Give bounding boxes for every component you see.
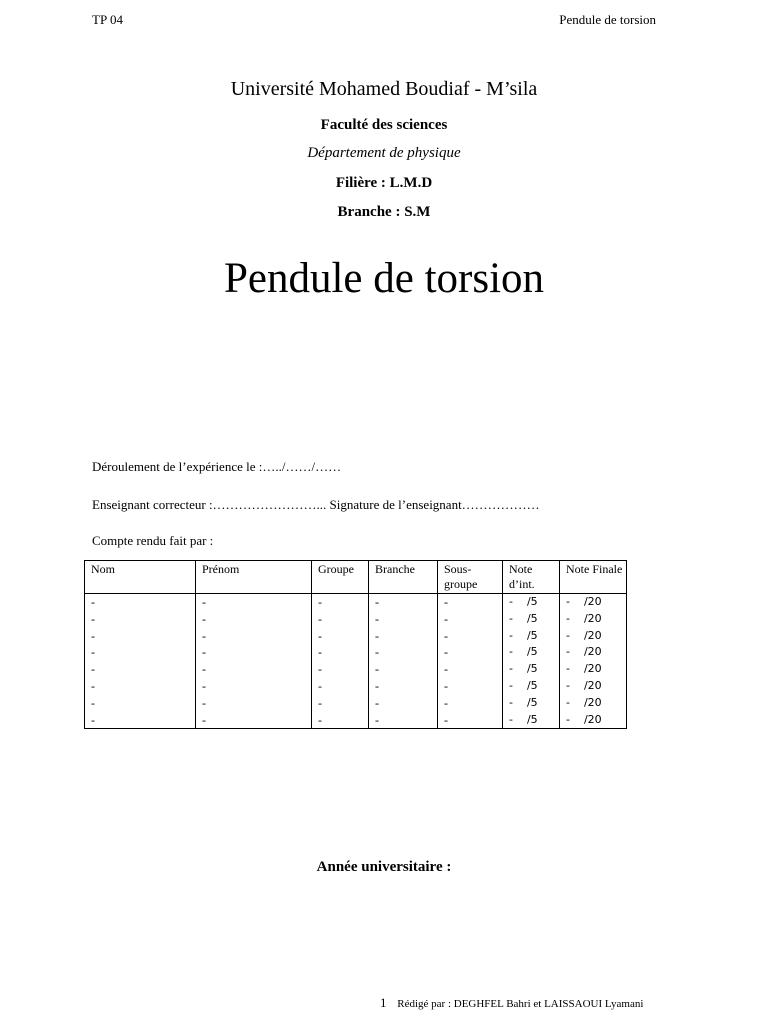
table-cell: - /5 [503,611,560,628]
table-cell: - /5 [503,594,560,611]
table-cell: - [438,661,503,678]
table-row [85,628,627,645]
table-cell: - [196,594,312,611]
table-cell: - [438,712,503,729]
table-header-row [85,561,627,594]
table-cell: - [369,594,438,611]
teacher-signature-line: Enseignant correcteur :……………………... Signature de l’enseignant……………… [92,497,540,512]
table-cell: - /5 [503,712,560,729]
table-cell: - [438,628,503,645]
experiment-date-line: Déroulement de l’expérience le :…../……/…… [92,459,342,474]
table-row [85,644,627,661]
table-cell: - [369,695,438,712]
table-cell: - [438,644,503,661]
table-cell: - [85,628,196,645]
footer-author: Rédigé par : DEGHFEL Bahri et LAISSAOUI Lyamani [397,998,644,1010]
university-name: Université Mohamed Boudiaf - M’sila [230,78,538,100]
table-cell: - /20 [560,678,627,695]
faculty-name: Faculté des sciences [320,117,448,133]
table-cell: - /20 [560,661,627,678]
filiere-line: Filière : L.M.D [335,175,433,191]
footer [380,995,643,1011]
table-cell: - [85,712,196,729]
branche-line: Branche : S.M [337,204,431,220]
table-cell: - [312,611,369,628]
report-by-line: Compte rendu fait par : [92,533,214,548]
table-cell: - [196,628,312,645]
table-row [85,661,627,678]
column-header-sous-groupe: Sous-groupe [438,561,503,594]
table-cell: - [369,661,438,678]
table-row [85,712,627,729]
header-right: Pendule de torsion [559,12,656,27]
table-cell: - /20 [560,644,627,661]
table-cell: - [312,628,369,645]
header-left: TP 04 [92,12,123,27]
table-cell: - /5 [503,644,560,661]
table-row [85,695,627,712]
table-cell: - [312,695,369,712]
table-cell: - [438,611,503,628]
page-number: 1 [380,995,387,1010]
column-header-nom: Nom [85,561,196,594]
table-cell: - [85,661,196,678]
column-header-prenom: Prénom [196,561,312,594]
column-header-note-finale: Note Finale [560,561,627,594]
table-cell: - /5 [503,661,560,678]
document-title: Pendule de torsion [223,255,545,302]
table-cell: - [312,712,369,729]
table-cell: - /20 [560,695,627,712]
table-cell: - [196,644,312,661]
table-row [85,594,627,611]
column-header-groupe: Groupe [312,561,369,594]
table-cell: - [312,644,369,661]
table-row [85,678,627,695]
column-header-note-int: Note d’int. [503,561,560,594]
table-cell: - [438,678,503,695]
table-cell: - /5 [503,695,560,712]
table-cell: - [369,628,438,645]
table-cell: - /20 [560,712,627,729]
table-cell: - [369,644,438,661]
students-table [84,560,627,729]
table-cell: - [85,678,196,695]
table-cell: - [85,611,196,628]
table-cell: - [369,712,438,729]
table-cell: - /20 [560,594,627,611]
table-cell: - [369,678,438,695]
table-cell: - /20 [560,628,627,645]
table-cell: - /5 [503,628,560,645]
table-cell: - [196,678,312,695]
table-cell: - [312,678,369,695]
table-cell: - [312,661,369,678]
table-cell: - [438,594,503,611]
table-cell: - [369,611,438,628]
column-header-branche: Branche [369,561,438,594]
table-cell: - [85,695,196,712]
table-cell: - /5 [503,678,560,695]
table-cell: - [196,661,312,678]
table-cell: - [85,644,196,661]
academic-year-label: Année universitaire : [316,859,452,875]
table-cell: - [312,594,369,611]
table-cell: - /20 [560,611,627,628]
table-row [85,611,627,628]
table-cell: - [196,712,312,729]
table-cell: - [85,594,196,611]
table-cell: - [438,695,503,712]
table-cell: - [196,695,312,712]
table-cell: - [196,611,312,628]
department-name: Département de physique [307,145,461,161]
